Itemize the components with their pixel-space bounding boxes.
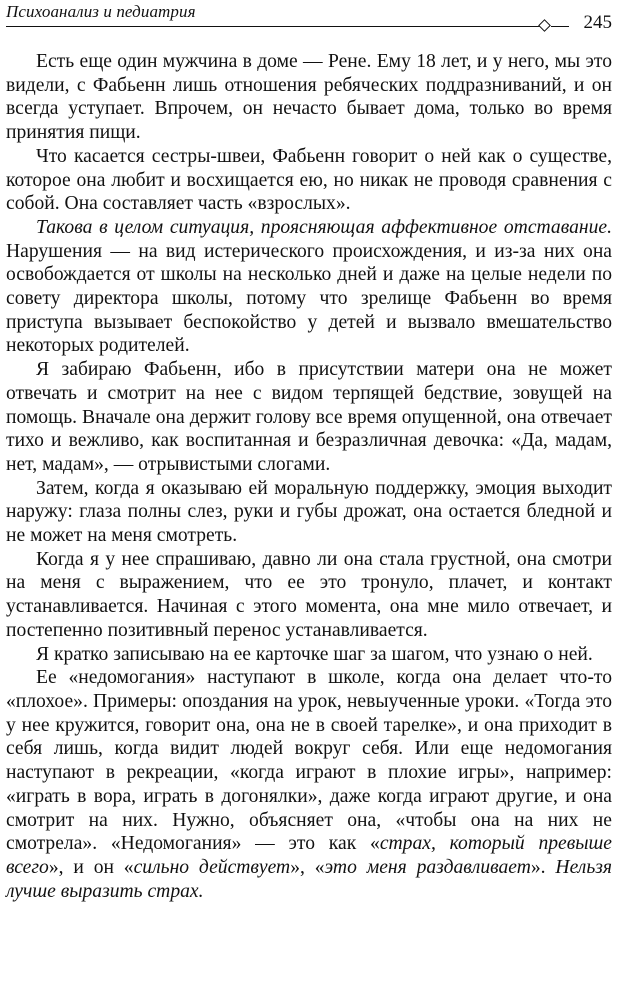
- paragraph: Что касается сестры-швеи, Фабьенн говорит о ней как о существе, которое она любит и восхищается ею, но никак не проводя сравнения с собой. Она составляет часть «взрослых».: [6, 145, 612, 215]
- paragraph: Когда я у нее спрашиваю, давно ли она стала грустной, она смотри на меня с выражением, что ее это тронуло, плачет, и контакт устанавливается. Начиная с этого момента, она мне мило отвечает, и постепенно позитивный перенос устанавливается.: [6, 548, 612, 641]
- header-rule: [6, 26, 546, 27]
- paragraph: [6, 666, 612, 903]
- paragraph-text: ».: [530, 856, 556, 878]
- page-header: [6, 2, 612, 36]
- paragraph: Я забираю Фабьенн, ибо в присутствии матери она не может отвечать и смотрит на нее с видом терпящей бедствие, зовущей на помощь. Вначале она держит голову все время опущенной, она отвечает тихо и вежливо, как воспитанная и безразличная девочка: «Да, мадам, нет, мадам», — отрывистыми слогами.: [6, 359, 612, 475]
- italic-phrase: Нельзя лучше выразить страх.: [6, 856, 612, 902]
- paragraph-text: Ее «недомогания» наступают в школе, когда она делает что-то «плохое». Примеры: опоздания на урок, невыученные уроки. «Тогда это у нее кружится, говорит она, она не в своей тарелке», и она приходит в себя лишь, когда видит людей вокруг себя. Или еще недомогания наступают в рекреации, «когда играют в плохие игры», например: «играть в вора, играть в догонялки», даже когда играют другие, и она смотрит на них. Нужно, объясняет она, «чтобы она на них не смотрела». «Недомогания» — это как «: [6, 667, 612, 855]
- italic-phrase: это меня раздавливает: [324, 856, 531, 878]
- paragraph: Затем, когда я оказываю ей моральную поддержку, эмоция выходит наружу: глаза полны слез, руки и губы дрожат, она остается бледной и не может на меня смотреть.: [6, 477, 612, 547]
- paragraph-text: », и он «: [48, 856, 134, 878]
- paragraph: [6, 216, 612, 358]
- running-title: Психоанализ и педиатрия: [6, 2, 196, 21]
- page-number: 245: [583, 12, 612, 33]
- italic-phrase: страх, который превыше всего: [6, 833, 612, 878]
- italic-phrase: сильно действует: [133, 856, 291, 878]
- paragraph-text: Нарушения — на вид истерического происхождения, и из-за них она освобождается от школы на несколько дней и даже на целые недели по совету директора школы, потому что зрелище Фабьенн во время приступа вызывает беспокойство у детей и вызвало вмешательство некоторых родителей.: [6, 240, 612, 357]
- italic-phrase: Такова в целом ситуация, проясняющая аффективное отставание.: [36, 216, 612, 238]
- paragraph: Есть еще один мужчина в доме — Рене. Ему 18 лет, и у него, мы это видели, с Фабьенн лишь отношения ребяческих поддразниваний, и он всегда уступает. Впрочем, он нечасто бывает дома, только во время принятия пищи.: [6, 51, 612, 144]
- body-text: [6, 40, 612, 903]
- paragraph: Я кратко записываю на ее карточке шаг за шагом, что узнаю о ней.: [36, 643, 593, 665]
- header-rule-end: [551, 26, 569, 27]
- diamond-ornament-icon: [538, 19, 551, 32]
- paragraph-text: », «: [290, 856, 325, 878]
